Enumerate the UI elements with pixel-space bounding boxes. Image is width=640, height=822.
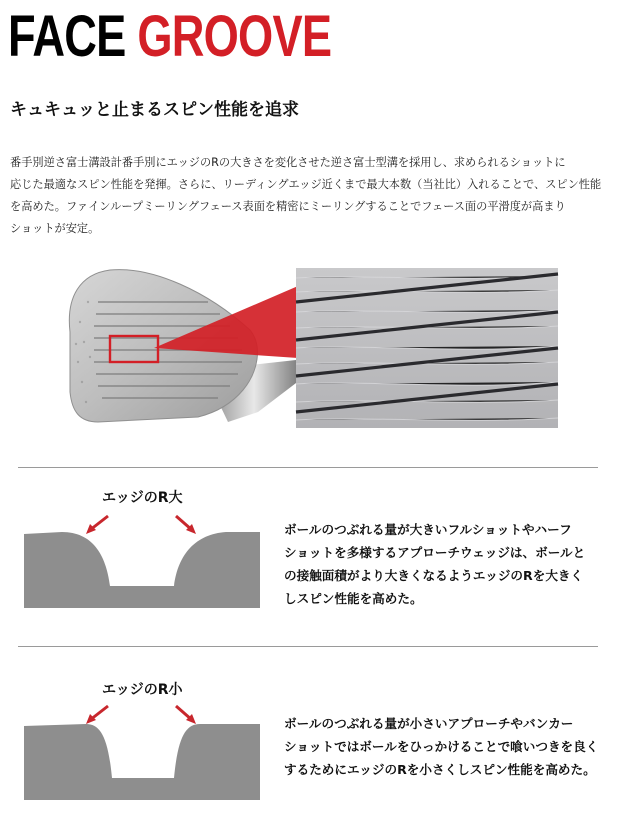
description-line: ボールのつぶれる量が大きいフルショットやハーフ — [284, 522, 572, 537]
intro-line: 応じた最適なスピン性能を発揮。さらに、リーディングエッジ近くまで最大本数（当社比）入れることで、スピン性能 — [10, 178, 602, 191]
title-word-groove: GROOVE — [137, 4, 332, 69]
description-line: ショットを多様するアプローチウェッジは、ボールと — [284, 545, 586, 560]
page-title — [8, 4, 331, 70]
intro-line: を高めた。ファインループミーリングフェース表面を精密にミーリングすることでフェース面の平滑度が高まり — [10, 200, 566, 213]
section-divider — [18, 467, 598, 468]
intro-line: 番手別逆さ富士溝設計番手別にエッジのRの大きさを変化させた逆さ富士型溝を採用し、求められるショットに — [10, 156, 566, 169]
description-line: ボールのつぶれる量が小さいアプローチやバンカー — [284, 716, 574, 731]
edge-small-label: エッジのR小 — [102, 682, 183, 698]
edge-large-profile — [24, 508, 260, 608]
description-line: するためにエッジのRを小さくしスピン性能を高めた。 — [284, 762, 596, 777]
intro-line: ショットが安定。 — [10, 222, 100, 235]
intro-paragraph — [10, 152, 630, 240]
edge-small-description — [284, 712, 624, 781]
section-divider — [18, 646, 598, 647]
groove-closeup — [296, 268, 558, 428]
description-line: ショットではボールをひっかけることで喰いつきを良く — [284, 739, 599, 754]
edge-large-description — [284, 518, 624, 610]
section-subheading: キュキュッと止まるスピン性能を追求 — [10, 100, 299, 120]
description-line: しスピン性能を高めた。 — [284, 591, 423, 606]
description-line: の接触面積がより大きくなるようエッジのRを大きく — [284, 568, 584, 583]
title-word-face: FACE — [8, 4, 126, 69]
club-face-illustration — [58, 262, 598, 432]
edge-small-profile — [24, 700, 260, 800]
edge-large-label: エッジのR大 — [102, 490, 183, 506]
